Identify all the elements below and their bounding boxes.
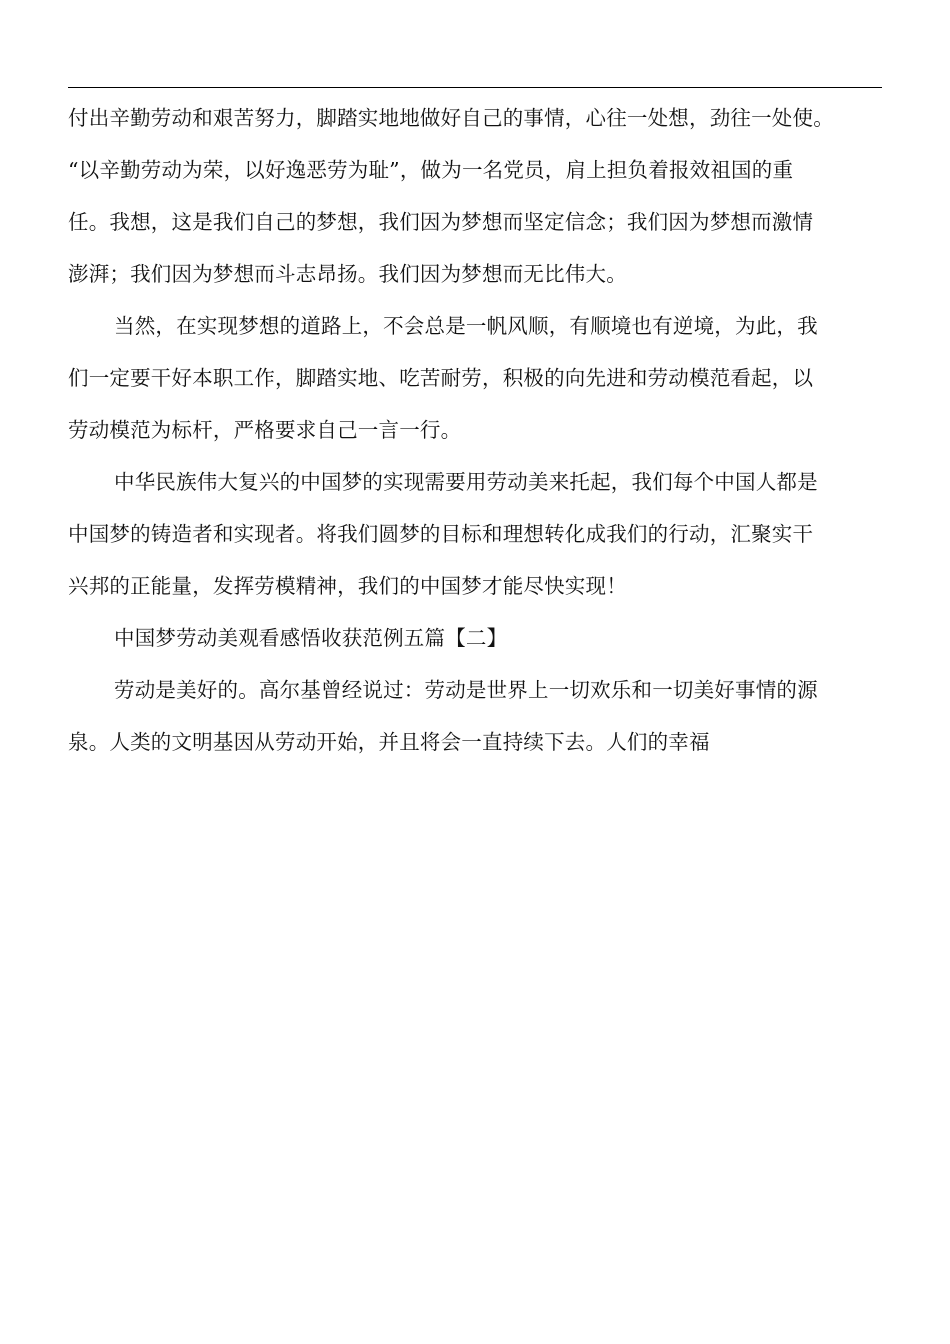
text-line: 任。我想，这是我们自己的梦想，我们因为梦想而坚定信念；我们因为梦想而激情 [68, 210, 814, 234]
text-line: 劳动是美好的。高尔基曾经说过：劳动是世界上一切欢乐和一切美好事情的源 [114, 678, 818, 702]
text-line: 中华民族伟大复兴的中国梦的实现需要用劳动美来托起，我们每个中国人都是 [114, 470, 818, 494]
section-heading: 中国梦劳动美观看感悟收获范例五篇【二】 [114, 626, 508, 650]
text-line: “以辛勤劳动为荣，以好逸恶劳为耻”，做为一名党员，肩上担负着报效祖国的重 [68, 158, 794, 182]
text-line: 当然，在实现梦想的道路上，不会总是一帆风顺，有顺境也有逆境，为此，我 [114, 314, 818, 338]
text-line: 兴邦的正能量，发挥劳模精神，我们的中国梦才能尽快实现！ [68, 574, 627, 598]
text-line: 澎湃；我们因为梦想而斗志昂扬。我们因为梦想而无比伟大。 [68, 262, 627, 286]
document-body [68, 92, 886, 768]
text-line: 们一定要干好本职工作，脚踏实地、吃苦耐劳，积极的向先进和劳动模范看起，以 [68, 366, 814, 390]
text-line: 付出辛勤劳动和艰苦努力，脚踏实地地做好自己的事情，心往一处想，劲往一处使。 [68, 106, 834, 130]
text-line: 劳动模范为标杆，严格要求自己一言一行。 [68, 418, 462, 442]
header-rule [68, 87, 882, 88]
text-line: 中国梦的铸造者和实现者。将我们圆梦的目标和理想转化成我们的行动，汇聚实干 [68, 522, 814, 546]
text-line: 泉。人类的文明基因从劳动开始，并且将会一直持续下去。人们的幸福 [68, 730, 710, 754]
